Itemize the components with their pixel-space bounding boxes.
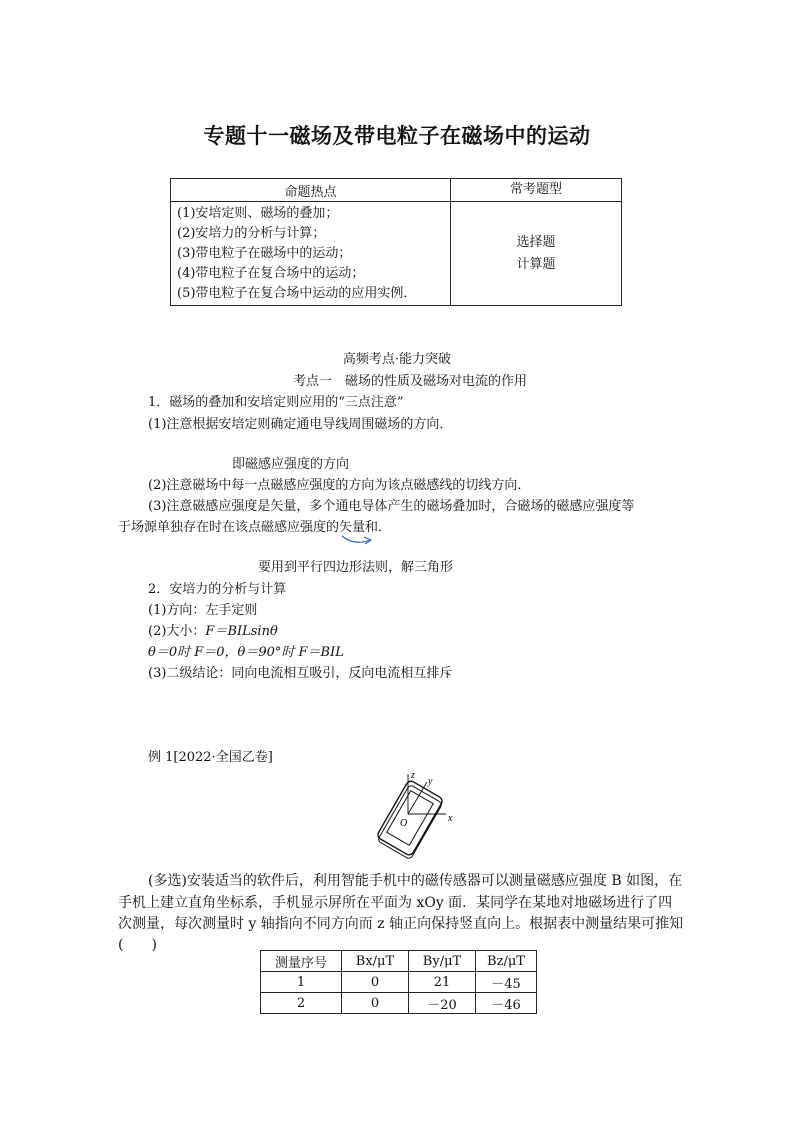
hot-topics-list [171,202,451,306]
answer-blank: ( ) [118,937,157,953]
z-axis-label: z [411,770,415,781]
point-heading: 考点一 磁场的性质及磁场对电流的作用 [292,374,527,389]
measurement-table [260,950,537,1014]
question-line-2: 手机上建立直角坐标系，手机显示屏所在平面为 xOy 面．某同学在某地对地磁场进行了四 [118,895,673,911]
question-type: 计算题 [516,256,556,272]
table-cell: 0 [342,972,409,993]
phone-axes-figure [360,768,460,860]
origin-label: O [400,818,408,829]
hot-table-header-topics: 命题热点 [171,179,451,202]
p1-item-3-line1: (3)注意磁感应强度是矢量，多个通电导体产生的磁场叠加时，合磁场的磁感应强度等 [148,499,635,514]
annotation-arrow-icon [340,528,374,552]
table-cell: 21 [409,972,476,993]
example-label: 例 1[2022·全国乙卷] [148,750,273,765]
hot-topics-table [170,178,622,306]
table-header: 测量序号 [261,951,342,972]
p2-magnitude [148,620,278,639]
p1-item-3-line2: 于场源单独存在时在该点磁感应强度的矢量和． [118,520,392,535]
table-header: Bz/μT [476,951,537,972]
section-heading: 高频考点·能力突破 [342,352,452,367]
p2-magnitude-label: (2)大小： [148,624,206,639]
p2-conclusion: (3)二级结论：同向电流相互吸引，反向电流相互排斥 [148,666,453,681]
handwritten-note-1: 即磁感应强度的方向 [232,457,350,472]
question-line-3: 次测量，每次测量时 y 轴指向不同方向而 z 轴正向保持竖直向上。根据表中测量结果可推知 [118,916,684,932]
p1-item-1: (1)注意根据安培定则确定通电导线周围磁场的方向． [148,417,453,432]
topic-item: (1)安培定则、磁场的叠加； [177,206,339,221]
table-header: By/μT [409,951,476,972]
p1-item-2: (2)注意磁场中每一点磁感应强度的方向为该点磁感线的切线方向． [148,478,531,493]
p2-direction: (1)方向：左手定则 [148,603,258,618]
hot-table-header-types: 常考题型 [451,179,622,202]
table-cell: 1 [261,972,342,993]
x-axis-label: x [448,813,453,824]
table-header-row [261,951,537,972]
question-type: 选择题 [516,234,556,250]
y-axis-label: y [428,776,433,787]
p2-heading: 2．安培力的分析与计算 [148,582,287,597]
topic-item: (5)带电粒子在复合场中运动的应用实例． [177,286,417,301]
p1-heading: 1．磁场的叠加和安培定则应用的“三点注意” [148,395,404,410]
p2-cases: θ＝0时 F＝0，θ＝90°时 F＝BIL [148,645,344,660]
table-cell: －46 [476,993,537,1014]
table-cell: 0 [342,993,409,1014]
question-types [451,202,622,306]
topic-item: (2)安培力的分析与计算； [177,226,326,241]
table-header: Bx/μT [342,951,409,972]
table-row [261,993,537,1014]
topic-item: (3)带电粒子在磁场中的运动； [177,246,352,261]
table-row [261,972,537,993]
table-cell: －20 [409,993,476,1014]
handwritten-note-2: 要用到平行四边形法则，解三角形 [258,560,454,575]
table-cell: －45 [476,972,537,993]
page-title: 专题十一磁场及带电粒子在磁场中的运动 [203,123,591,148]
question-line-1: (多选)安装适当的软件后，利用智能手机中的磁传感器可以测量磁感应强度 B 如图，在 [148,873,683,889]
table-cell: 2 [261,993,342,1014]
p2-magnitude-formula: F＝BILsinθ [205,624,278,639]
topic-item: (4)带电粒子在复合场中的运动； [177,266,365,281]
